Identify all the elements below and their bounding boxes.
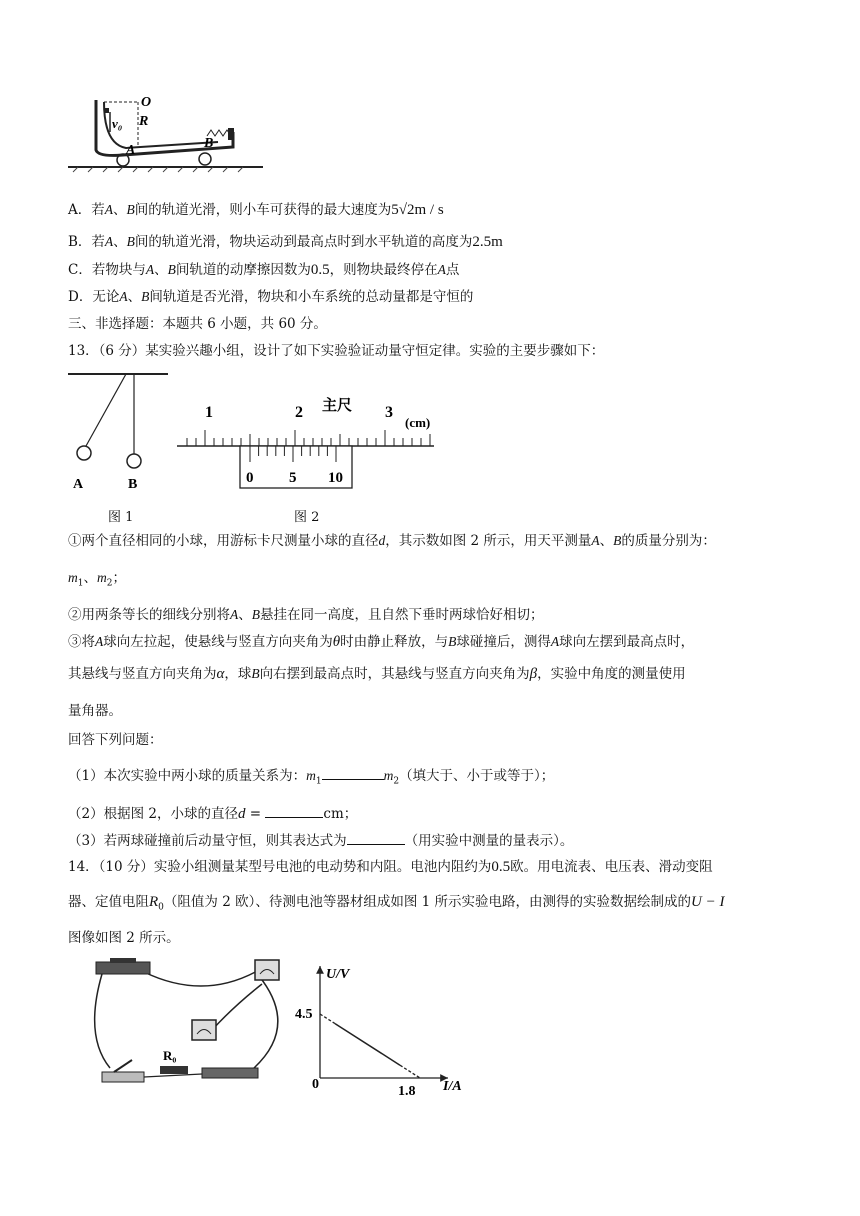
vernier-0: 0 (246, 470, 254, 486)
q14-line-2: 器、定值电阻$R_0$（阻值为 2 欧）、待测电池等器材组成如图 1 所示实验电路，由测得的实验数据绘制成的U − I (68, 894, 725, 913)
vernier-10: 10 (328, 470, 343, 486)
question-1: （1）本次实验中两小球的质量关系为：$m_1$ $m_2$（填大于、小于或等于）； (68, 765, 554, 792)
label-r: R (139, 114, 149, 129)
label-a: A (126, 143, 136, 158)
ball-a-label: A (73, 477, 84, 492)
x-axis-label: I/A (443, 1079, 462, 1094)
q13-intro: 13．（6 分）某实验兴趣小组，设计了如下实验验证动量守恒定律。实验的主要步骤如下： (68, 343, 605, 359)
vernier-caliper-figure (172, 372, 462, 497)
main-scale-2: 2 (295, 404, 303, 421)
question-3: （3）若两球碰撞前后动量守恒，则其表达式为 （用实验中测量的量表示）。 (68, 830, 573, 851)
option-c: C．若物块与A、B间轨道的动摩擦因数为0.5，则物块最终停在A点 (68, 262, 460, 278)
y-axis-label: U/V (326, 967, 350, 982)
step-1-line-a: ①两个直径相同的小球，用游标卡尺测量小球的直径d，其示数如图 2 所示，用天平测量A、B的质量分别为： (68, 533, 716, 549)
series-line (335, 1024, 400, 1066)
label-o: O (141, 95, 152, 110)
step-3-line-b: 其悬线与竖直方向夹角为α，球B向右摆到最高点时，其悬线与竖直方向夹角为β，实验中角度的测量使用 (68, 666, 686, 682)
q14-line-1: 14．（10 分）实验小组测量某型号电池的电动势和内阻。电池内阻约为0.5欧。用电流表、电压表、滑动变阻 (68, 859, 713, 875)
answer-blank-1[interactable] (322, 765, 384, 780)
step-1-line-b: $m_1$、$m_2$； (68, 570, 126, 589)
y-tick-label: 4.5 (295, 1007, 313, 1022)
series-line-end-dashed (400, 1065, 420, 1078)
option-a: A．若A、B间的轨道光滑，则小车可获得的最大速度为5√2m / s (68, 202, 444, 218)
section-heading: 三、非选择题：本题共 6 小题，共 60 分。 (68, 316, 327, 332)
vernier-5: 5 (289, 470, 297, 486)
fig2-caption: 图 2 (294, 510, 320, 525)
step-2: ②用两条等长的细线分别将A、B悬挂在同一高度，且自然下垂时两球恰好相切； (68, 607, 544, 623)
step-3-line-c: 量角器。 (68, 703, 122, 719)
fig1-caption: 图 1 (108, 510, 134, 525)
main-scale-3: 3 (385, 404, 393, 421)
circuit-figure (84, 956, 296, 1090)
main-scale-1: 1 (205, 404, 213, 421)
pendulum-figure (68, 368, 168, 498)
label-b: B (204, 136, 214, 151)
label-v0: v₀ (112, 116, 123, 131)
ui-chart (295, 956, 480, 1099)
option-d: D．无论A、B间轨道是否光滑，物块和小车系统的总动量都是守恒的 (68, 289, 474, 305)
answer-prompt: 回答下列问题： (68, 732, 163, 748)
main-scale-label: 主尺 (322, 398, 353, 414)
series-line-start-dashed (320, 1014, 335, 1024)
cart-track-figure (68, 92, 268, 178)
x-tick-label: 1.8 (398, 1084, 416, 1099)
q14-line-3: 图像如图 2 所示。 (68, 930, 180, 946)
unit-label: (cm) (405, 415, 431, 430)
origin-label: 0 (312, 1077, 319, 1092)
answer-blank-3[interactable] (347, 830, 405, 845)
ball-b-label: B (128, 477, 138, 492)
r0-label: R₀ (163, 1048, 177, 1063)
question-2: （2）根据图 2，小球的直径d = cm； (68, 803, 357, 824)
option-b: B．若A、B间的轨道光滑，物块运动到最高点时到水平轨道的高度为2.5m (68, 234, 503, 250)
answer-blank-2[interactable] (265, 803, 323, 818)
step-3-line-a: ③将A球向左拉起，使悬线与竖直方向夹角为θ时由静止释放，与B球碰撞后，测得A球向左摆到最高点时， (68, 634, 695, 650)
